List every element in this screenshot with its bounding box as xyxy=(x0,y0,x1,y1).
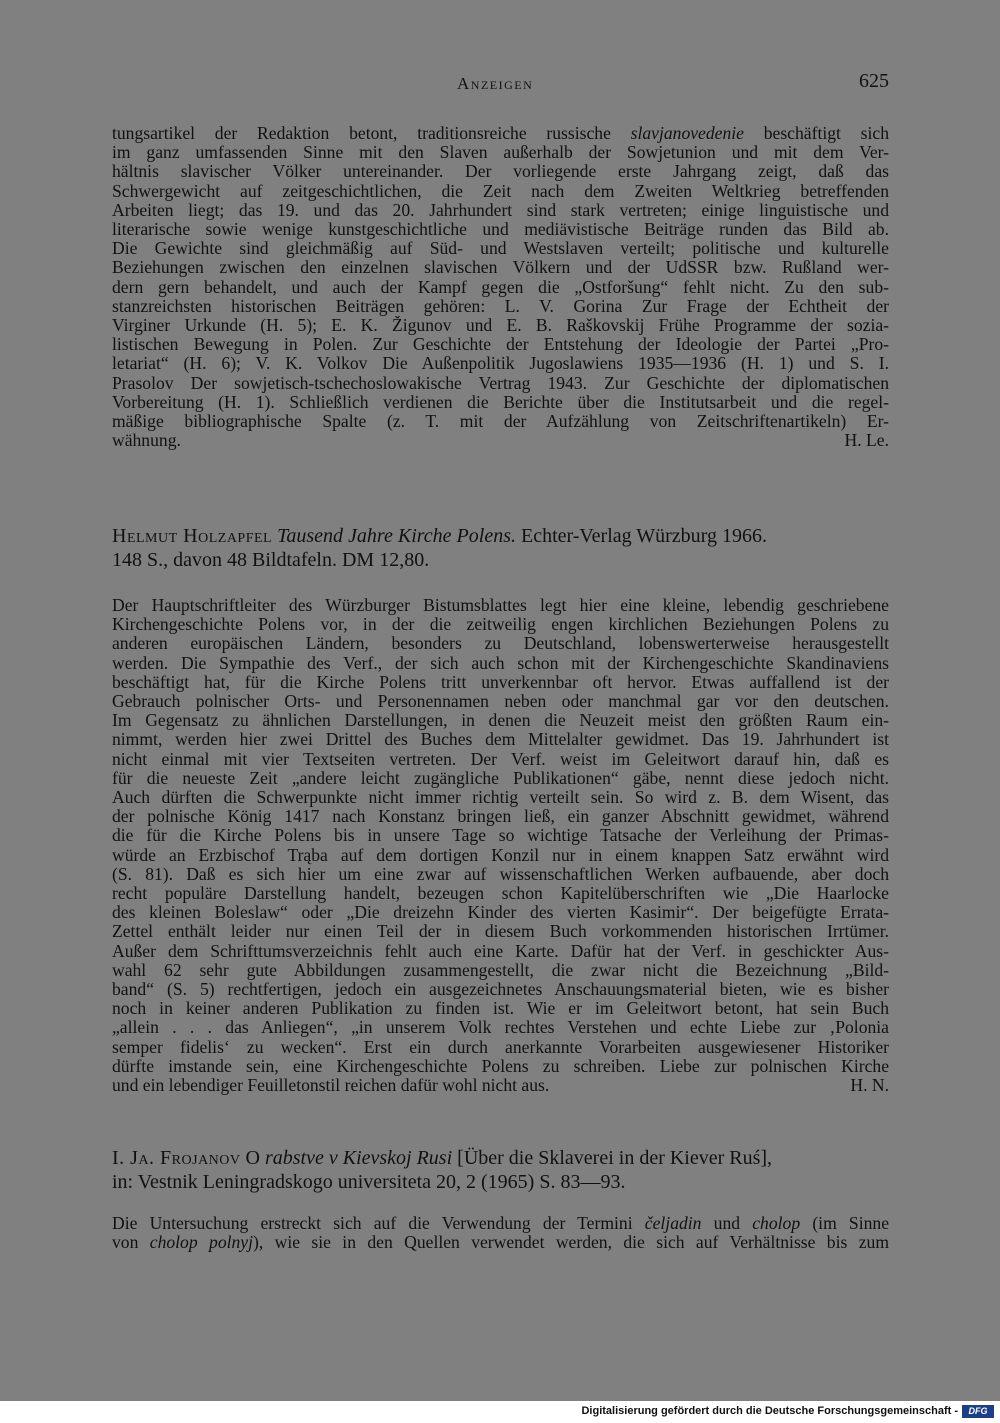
book-title: Tausend Jahre Kirche Polens. xyxy=(277,525,516,547)
text-run: ), wie sie in den Quellen verwendet werden, die sich auf Verhältnisse bis zum xyxy=(253,1233,889,1253)
text-line: dern gern behandelt, und auch der Kampf gegen die „Ostforšung“ fehlt nicht. Zu den sub- xyxy=(112,277,889,297)
text-line: literarische sowie wenige kunstgeschichtliche und mediävistische Beiträge runden das Bild ab. xyxy=(112,220,889,240)
page-header xyxy=(112,68,889,100)
review-text-holzapfel xyxy=(112,596,889,1095)
text-line-last: und ein lebendiger Feuilletonstil reichen dafür wohl nicht aus. H. N. xyxy=(112,1076,889,1096)
text-line: die für die Kirche Polens bis in unsere Tage so wichtige Tatsache der Verleihung der Primas- xyxy=(112,826,889,846)
author-name: Helmut Holzapfel xyxy=(112,525,273,547)
text-line: letariat“ (H. 6); V. K. Volkov Die Außenpolitik Jugoslawiens 1935—1936 (H. 1) und S. I. xyxy=(112,354,889,374)
text-run: von xyxy=(112,1233,150,1253)
article-title: rabstve v Kievskoj Rusi xyxy=(264,1147,453,1169)
text-line-last: wähnung. H. Le. xyxy=(112,431,889,451)
text-line: Auch dürften die Schwerpunkte nicht immer richtig verteilt sein. So wird z. B. dem Wisent, das xyxy=(112,788,889,808)
text-line: Kirchengeschichte Polens vor, in der die zeitweilig engen kirchlichen Beziehungen Polens zu xyxy=(112,615,889,635)
text-line: Vorbereitung (H. 1). Schließlich verdienen die Berichte über die Institutsarbeit und die regel- xyxy=(112,392,889,412)
text-line: Außer dem Schrifttumsverzeichnis fehlt auch eine Karte. Dafür hat der Verf. in geschickter Aus- xyxy=(112,941,889,961)
journal-info: in: Vestnik Leningradskogo universiteta 20, 2 (1965) S. 83—93. xyxy=(112,1171,626,1193)
text-line: dürfte imstande sein, eine Kirchengeschichte Polens zu schreiben. Liebe zur polnischen Kirche xyxy=(112,1056,889,1076)
text-line: Prasolov Der sowjetisch-tschechoslowakische Vertrag 1943. Zur Geschichte der diplomatischen xyxy=(112,373,889,393)
reviewer-signature: H. N. xyxy=(850,1076,889,1096)
author-name: I. Ja. Frojanov xyxy=(112,1147,241,1169)
term-cholop: cholop xyxy=(752,1214,801,1233)
term-celjadin: čeljadin xyxy=(644,1214,702,1233)
text-line: für die neueste Zeit „andere leicht zugängliche Publikationen“ gäbe, nennt diese jedoch nicht. xyxy=(112,768,889,788)
review-heading-holzapfel xyxy=(112,524,889,572)
text-line: listischen Bewegung in Polen. Zur Geschichte der Entstehung der Ideologie der Partei „Pro- xyxy=(112,335,889,355)
text-line: Arbeiten liegt; das 19. und das 20. Jahrhundert sind stark vertreten; einige linguistische und xyxy=(112,200,889,220)
text-line: Beziehungen zwischen den einzelnen slavischen Völkern und der UdSSR bzw. Rußland wer- xyxy=(112,258,889,278)
text-run: und xyxy=(701,1214,753,1233)
text-line: band“ (S. 5) rechtfertigen, jedoch ein ausgezeichnetes Anschauungsmaterial bieten, wie es bisher xyxy=(112,980,889,1000)
text-run: Die Untersuchung erstreckt sich auf die Verwendung der Termini xyxy=(112,1214,645,1233)
publisher-info-line2: 148 S., davon 48 Bildtafeln. DM 12,80. xyxy=(112,549,430,571)
page-number: 625 xyxy=(859,70,889,92)
dfg-logo: DFG xyxy=(962,1405,994,1418)
text-line: semper fidelis‘ zu wecken“. Erst ein durch anerkannte Vorarbeiten ausgewiesener Historiker xyxy=(112,1037,889,1057)
text-line: Gebrauch polnischer Orts- und Personennamen neben oder manchmal gar vor den deutschen. xyxy=(112,692,889,712)
digitization-footer xyxy=(0,1401,1000,1423)
text-line: anderen europäischen Ländern, besonders zu Deutschland, lobenswerterweise herausgestellt xyxy=(112,634,889,654)
review-heading-frojanov xyxy=(112,1146,889,1194)
text-line: im ganz umfassenden Sinne mit den Slaven außerhalb der Sowjetunion und mit dem Ver- xyxy=(112,143,889,163)
review-continuation-text xyxy=(112,124,889,450)
text-line: nicht einmal mit vier Textseiten vertreten. Der Verf. weist im Geleitwort darauf hin, daß es xyxy=(112,749,889,769)
text-line: tungsartikel der Redaktion betont, traditionsreiche russische slavjanovedenie beschäftigt sich xyxy=(112,124,889,143)
running-title: Anzeigen xyxy=(457,74,534,93)
text-line: beschäftigt hat, für die Kirche Polens tritt unverkennbar oft hervor. Etwas auffallend ist der xyxy=(112,672,889,692)
text-line: hältnis slavischer Völker untereinander. Der vorliegende erste Jahrgang zeigt, daß das xyxy=(112,162,889,182)
text-line: Die Gewichte sind gleichmäßig auf Süd- und Westslaven verteilt; politische und kulturelle xyxy=(112,239,889,259)
text-line: Der Hauptschriftleiter des Würzburger Bistumsblattes legt hier eine kleine, lebendig geschriebene xyxy=(112,596,889,615)
text-line: „allein . . . das Anliegen“, „in unserem Volk rechtes Verstehen und echte Liebe zur ‚Polonia xyxy=(112,1018,889,1038)
text-line: Im Gegensatz zu ähnlichen Darstellungen, in denen die Neuzeit meist den größten Raum ein- xyxy=(112,711,889,731)
text-line: Zettel enthält leider nur einen Teil der in diesem Buch vorkommenden historischen Irrtümer. xyxy=(112,922,889,942)
title-translation: [Über die Sklaverei in der Kiever Ruś], xyxy=(457,1147,773,1169)
publisher-info: Echter-Verlag Würzburg 1966. xyxy=(520,525,767,547)
text-line: Schwergewicht auf zeitgeschichtlichen, die Zeit nach dem Zweiten Weltkrieg betreffenden xyxy=(112,181,889,201)
text-line: Virginer Urkunde (H. 5); E. K. Žigunov und E. B. Raškovskij Frühe Programme der sozia- xyxy=(112,316,889,336)
text-line: des kleinen Boleslaw“ oder „Die dreizehn Kinder des vierten Kasimir“. Der beigefügte Errata- xyxy=(112,903,889,923)
text-line: stanzreichsten historischen Beiträgen gehören: L. V. Gorina Zur Frage der Echtheit der xyxy=(112,296,889,316)
text-line: nimmt, werden hier zwei Drittel des Buches dem Mittelalter gewidmet. Das 19. Jahrhundert ist xyxy=(112,730,889,750)
term-cholop-polnyj: cholop polnyj xyxy=(149,1233,253,1253)
review-text-frojanov xyxy=(112,1214,889,1252)
title-prefix: O xyxy=(245,1147,260,1169)
text-line: wahl 62 sehr gute Abbildungen zusammengestellt, die zwar nicht die Bezeichnung „Bild- xyxy=(112,960,889,980)
text-line: noch in keiner anderen Publikation zu finden ist. Wie er im Geleitwort betont, hat sein Buch xyxy=(112,999,889,1019)
text-line: werden. Die Sympathie des Verf., der sich auch schon mit der Kirchengeschichte Skandinaviens xyxy=(112,653,889,673)
text-line: mäßige bibliographische Spalte (z. T. mit der Aufzählung von Zeitschriftenartikeln) Er- xyxy=(112,412,889,432)
text-line: recht populäre Darstellung handelt, bezeugen schon Kapitelüberschriften wie „Die Haarlocke xyxy=(112,884,889,904)
text-line: (S. 81). Daß es sich hier um eine zwar auf wissenschaftlichen Werken aufbauende, aber doch xyxy=(112,864,889,884)
reviewer-signature: H. Le. xyxy=(844,431,889,451)
text-run: (im Sinne xyxy=(800,1214,889,1233)
footer-text: Digitalisierung gefördert durch die Deutsche Forschungsgemeinschaft - xyxy=(581,1405,958,1417)
text-line: würde an Erzbischof Trąba auf dem dortigen Konzil nur in einem knappen Satz erwähnt wird xyxy=(112,845,889,865)
text-line: der polnische König 1417 nach Konstanz bringen ließ, ein ganzer Abschnitt gewidmet, während xyxy=(112,807,889,827)
